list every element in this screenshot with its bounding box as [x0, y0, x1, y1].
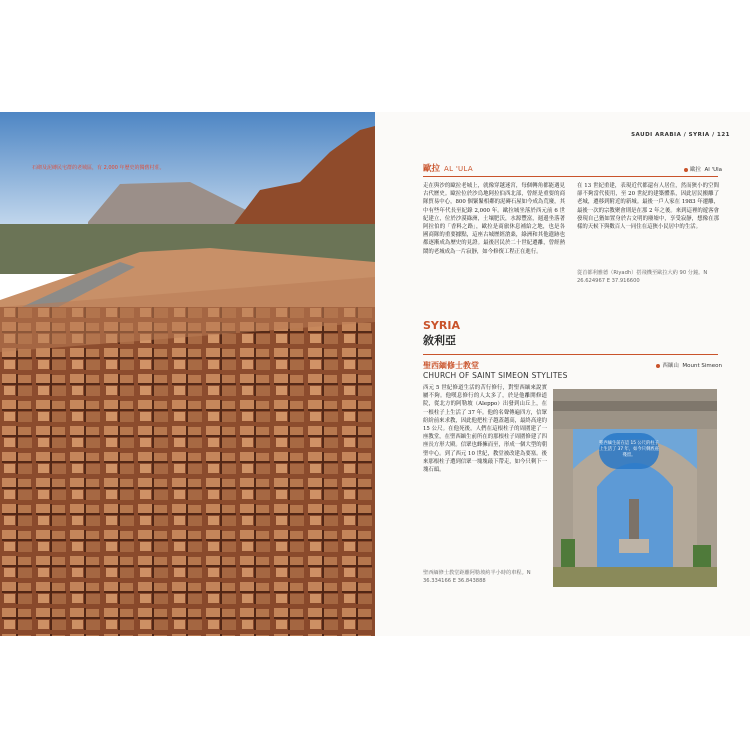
- alula-title-en: AL 'ULA: [444, 165, 473, 173]
- church-title-en: CHURCH OF SAINT SIMEON STYLITES: [423, 371, 568, 380]
- photo-callout: 聖西緬生前在這 15 公尺的柱子上生活了 37 年，如今只剩底座殘留。: [599, 433, 659, 469]
- section-rule: [423, 354, 718, 355]
- location-pin-icon: [684, 168, 688, 172]
- church-body-text: 西元 5 世紀修道生活的苦行修行，對聖西緬來說實屬不夠。他嘆息修行的人太多了，於是他離開修道院，從北方的阿勒坡（Aleppo）出發到山丘上，在一根柱子上生活了 37 年。他的名聲傳遍四方，信眾紛紛前來求教，因此他把柱子越蓋越高，最終高達約 15 公尺。在他死後，人們在這根柱子的周圍建了一座教堂，在聖西緬生前所在的那根柱子周圍修建了四座長方形大殿。信眾也蜂擁而至，形成一個大型的朝聖中心。到了西元 10 世紀，教堂被改建為要塞。後來那根柱子遭到信眾一塊塊敲下帶走，如今只剩下一塊石頭。: [423, 385, 547, 474]
- church-location-zh: 西緬山: [662, 363, 679, 369]
- church-ruins-illustration: [553, 389, 717, 587]
- church-location: [656, 361, 722, 369]
- church-title-zh: 聖西緬修士教堂: [423, 361, 479, 370]
- location-pin-icon: [656, 364, 660, 368]
- country-en: SYRIA: [423, 319, 460, 332]
- text-page: [375, 112, 750, 636]
- church-location-en: Mount Simeon: [682, 363, 722, 369]
- alula-location-en: Al 'Ula: [704, 167, 722, 173]
- alula-title-zh: 歐拉: [423, 164, 441, 174]
- photo-caption: 石砌及泥磚民宅群的老城區，有 2,000 年歷史的獨舊村莊。: [32, 165, 165, 171]
- alula-photo: [0, 112, 375, 636]
- book-spread: [0, 112, 750, 636]
- alula-location: [684, 165, 722, 173]
- alula-landscape-illustration: [0, 112, 375, 636]
- country-zh: 敘利亞: [423, 334, 456, 347]
- church-photo: [553, 389, 717, 587]
- church-note: 聖西緬修士教堂距離阿勒坡約半小時的車程。N 36.334166 E 36.843888: [423, 570, 531, 584]
- alula-col2-text: 在 13 世紀重建，表現近代都還有人居住，然而狹小的空間卻不夠當代使用，至 20 世紀的建築體系，因此居民搬離了老城，遷移到附近的新城。最後一戶人家在 1983 年遷離，最後一次的宗教聚會則是在那 2 年之後。來到這裡的遊客會發現自己猶如置身於古文明的廢墟中，享受寂靜，想像在那樣的天候下與數百人一同住在這狹小民居中的生活。: [577, 183, 719, 231]
- section-rule: [423, 176, 718, 177]
- alula-travel-note: 從首都利雅德（Riyadh）搭飛機至歐拉大約 90 分鐘。N 26.624967 E 37.916600: [577, 270, 708, 284]
- alula-location-zh: 歐拉: [690, 167, 702, 173]
- running-head: SAUDI ARABIA / SYRIA / 121: [631, 132, 730, 138]
- alula-col1-text: 走在與沙的歐拉老城上，就像穿越迷宮，每個轉角都能遇見古代歷史。歐拉位於沙烏地阿拉伯西北部，曾經是重要的商隊貿易中心，800 個緊緊相鄰的泥磚石屋如今成為荒廢，其中有些年代長至紀錄 2,000 年。歐拉城坐落於西元前 6 世紀建立，位於沙漠綠洲，土壤肥沃，水源豐富，週邊坐落著阿拉伯的「香料之路」，歐拉是商旅休息補給之地，也是各國商隊的重要據點，這座古城歷經滄桑，綠洲和其他遺跡也都逐漸成為歷史的見證。最後居民於二十世紀遷離，曾經熱鬧的老城成為一片寂靜，如今修復工程正在進行。: [423, 183, 565, 255]
- alula-title: [423, 162, 473, 174]
